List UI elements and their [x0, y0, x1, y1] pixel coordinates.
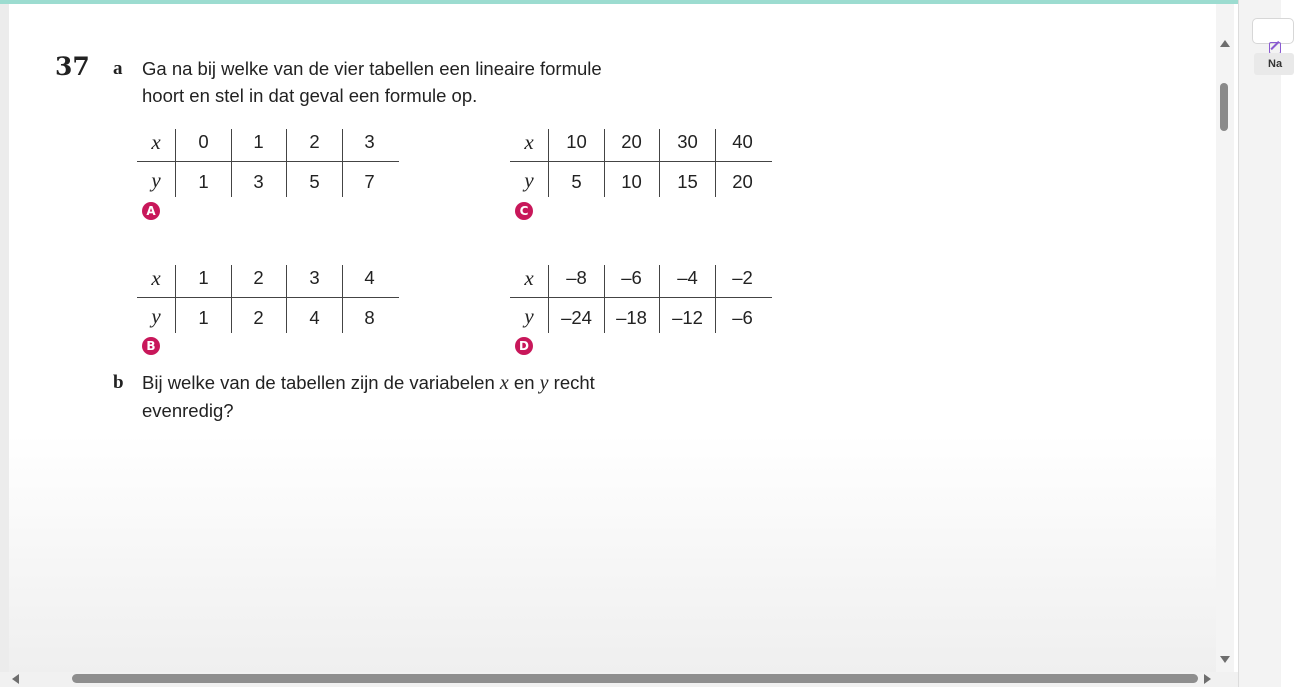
table-d-y-cell: –12 — [672, 307, 703, 328]
part-a-text — [142, 55, 762, 109]
table-a-grid — [342, 129, 343, 197]
table-b-x-cell: 3 — [309, 267, 320, 288]
table-a — [137, 123, 399, 201]
table-d — [510, 259, 772, 337]
table-c-grid — [715, 129, 716, 197]
horizontal-scroll-thumb[interactable] — [72, 674, 1198, 683]
table-a-y-cell: 7 — [364, 171, 375, 192]
part-b-letter: b — [113, 372, 124, 393]
table-b-y-cell: 1 — [198, 307, 209, 328]
table-c-grid — [659, 129, 660, 197]
part-b-text-mid: en — [508, 372, 540, 393]
table-c-y-cell: 20 — [732, 171, 753, 192]
table-c — [510, 123, 772, 201]
table-a-x-cell: 1 — [253, 131, 264, 152]
table-d-y-cell: –18 — [616, 307, 647, 328]
side-panel — [1238, 0, 1281, 687]
table-d-x-cell: –4 — [677, 267, 698, 288]
part-b-text-after: recht — [548, 372, 595, 393]
part-b-line-1 — [142, 369, 762, 397]
edit-button[interactable] — [1252, 18, 1294, 44]
table-b-x-label: x — [151, 266, 161, 290]
scroll-up-icon[interactable] — [1220, 40, 1230, 47]
table-a-grid — [286, 129, 287, 197]
scrollbar-corner — [1216, 672, 1238, 687]
table-b-x-cell: 2 — [253, 267, 264, 288]
table-d-x-label: x — [524, 266, 534, 290]
table-d-x-cell: –8 — [566, 267, 587, 288]
table-d-divider — [510, 297, 772, 298]
table-c-x-cell: 40 — [732, 131, 753, 152]
table-c-y-cell: 5 — [571, 171, 582, 192]
table-c-x-cell: 30 — [677, 131, 698, 152]
vertical-scrollbar[interactable] — [1216, 4, 1234, 672]
table-c-y-cell: 10 — [621, 171, 642, 192]
table-a-y-cell: 1 — [198, 171, 209, 192]
table-b-y-cell: 8 — [364, 307, 375, 328]
table-a-x-label: x — [151, 130, 161, 154]
table-d-y-cell: –24 — [561, 307, 592, 328]
table-d-grid — [604, 265, 605, 333]
table-b-grid — [231, 265, 232, 333]
table-b-y-cell: 4 — [309, 307, 320, 328]
table-c-divider — [510, 161, 772, 162]
table-b — [137, 259, 399, 337]
var-y: y — [539, 372, 549, 394]
table-c-x-cell: 10 — [566, 131, 587, 152]
part-b-text-before: Bij welke van de tabellen zijn de variabelen — [142, 372, 500, 393]
table-c-y-cell: 15 — [677, 171, 698, 192]
left-edge — [0, 0, 9, 687]
table-a-x-cell: 2 — [309, 131, 320, 152]
table-d-y-label: y — [524, 304, 534, 328]
part-b-line-2: evenredig? — [142, 400, 234, 421]
var-x: x — [499, 372, 509, 394]
table-d-y-cell: –6 — [732, 307, 753, 328]
table-a-y-cell: 3 — [253, 171, 264, 192]
table-b-x-cell: 4 — [364, 267, 375, 288]
question-number: 37 — [55, 52, 90, 81]
table-a-divider — [137, 161, 399, 162]
part-a-letter: a — [113, 58, 123, 79]
horizontal-scrollbar[interactable] — [0, 672, 1216, 687]
table-d-grid — [715, 265, 716, 333]
table-b-y-label: y — [151, 304, 161, 328]
part-a-line-2: hoort en stel in dat geval een formule op. — [142, 85, 478, 106]
table-a-x-cell: 0 — [198, 131, 209, 152]
part-a-line-1: Ga na bij welke van de vier tabellen een lineaire formule — [142, 58, 602, 79]
vertical-scroll-thumb[interactable] — [1220, 83, 1228, 131]
table-a-y-cell: 5 — [309, 171, 320, 192]
scroll-left-icon[interactable] — [12, 674, 19, 684]
table-b-x-cell: 1 — [198, 267, 209, 288]
table-d-x-cell: –6 — [621, 267, 642, 288]
scroll-down-icon[interactable] — [1220, 656, 1230, 663]
table-a-grid — [175, 129, 176, 197]
table-d-grid — [659, 265, 660, 333]
table-a-y-label: y — [151, 168, 161, 192]
table-b-y-cell: 2 — [253, 307, 264, 328]
side-tab[interactable]: Na — [1254, 53, 1294, 75]
table-a-badge: A — [142, 202, 160, 220]
table-c-grid — [604, 129, 605, 197]
table-c-y-label: y — [524, 168, 534, 192]
table-b-grid — [286, 265, 287, 333]
table-c-x-label: x — [524, 130, 534, 154]
table-d-grid — [548, 265, 549, 333]
table-b-grid — [175, 265, 176, 333]
table-c-x-cell: 20 — [621, 131, 642, 152]
table-a-grid — [231, 129, 232, 197]
scroll-right-icon[interactable] — [1204, 674, 1211, 684]
table-b-divider — [137, 297, 399, 298]
table-b-grid — [342, 265, 343, 333]
table-b-badge: B — [142, 337, 160, 355]
part-b-text — [142, 369, 762, 424]
table-c-grid — [548, 129, 549, 197]
table-d-x-cell: –2 — [732, 267, 753, 288]
table-c-badge: C — [515, 202, 533, 220]
document-viewer — [9, 4, 1216, 672]
table-d-badge: D — [515, 337, 533, 355]
table-a-x-cell: 3 — [364, 131, 375, 152]
